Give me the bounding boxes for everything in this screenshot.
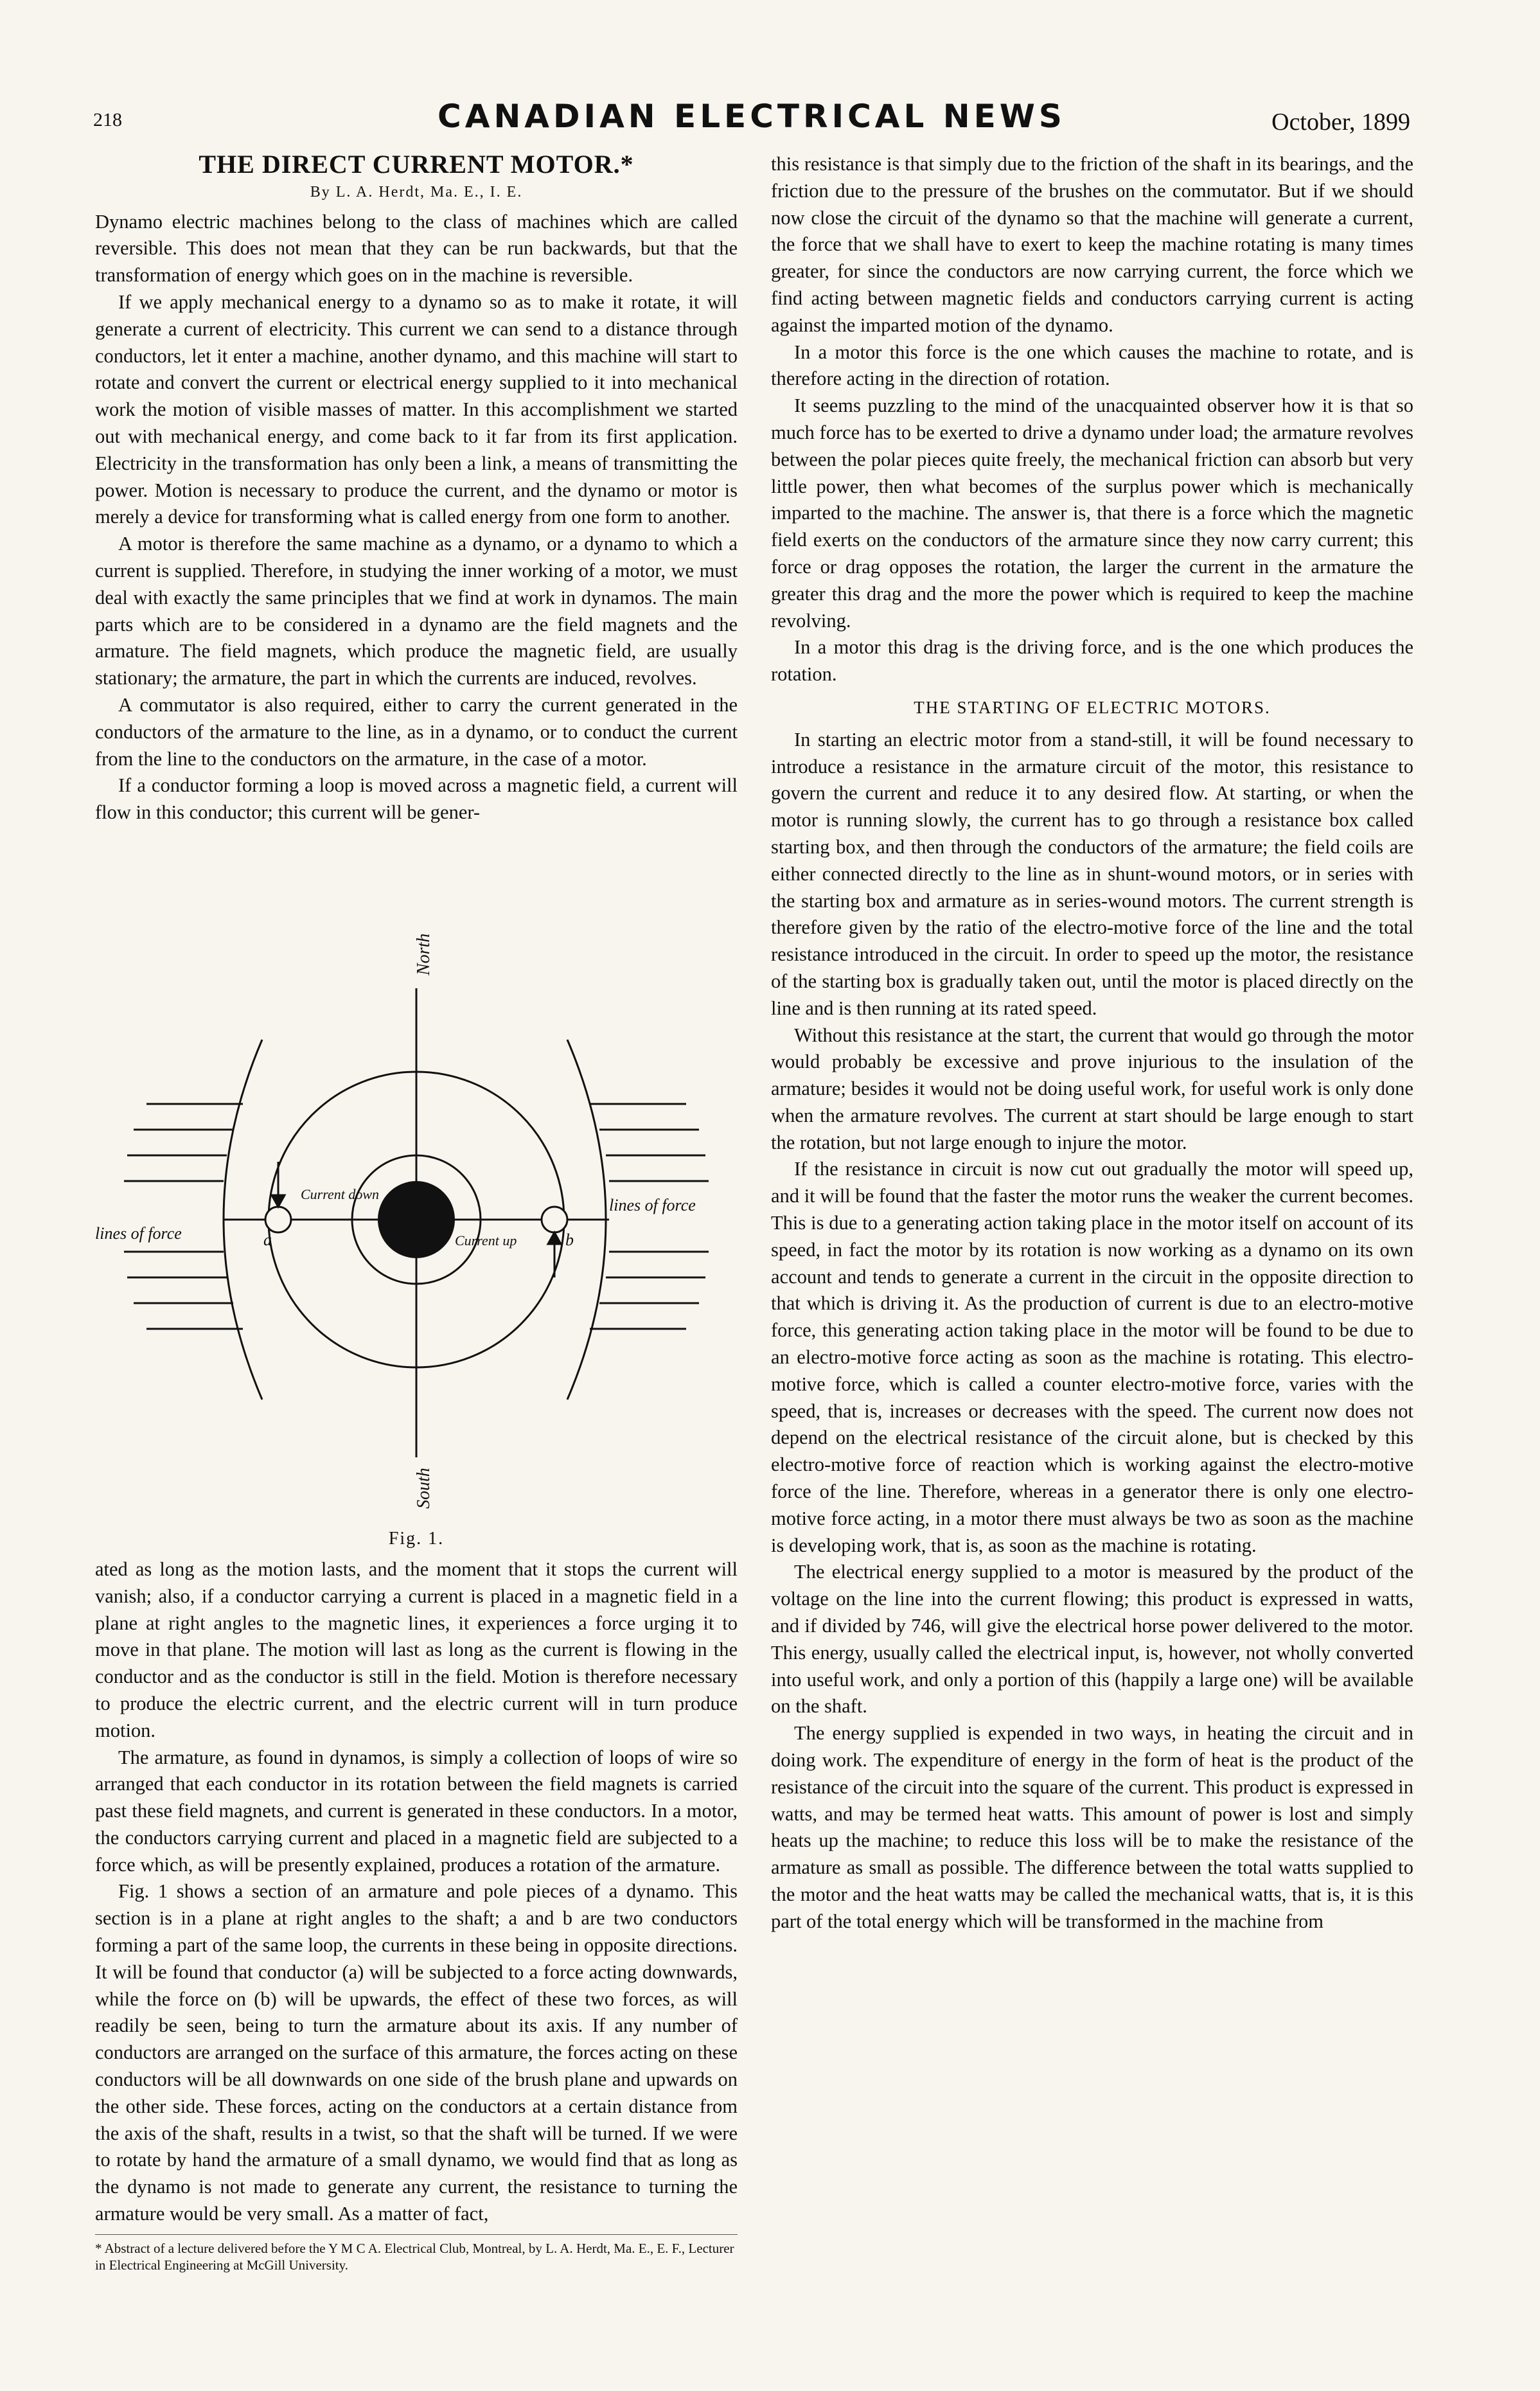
paragraph: In a motor this force is the one which causes the machine to rotate, and is therefore acting in the direction of rotation. [771,341,1413,390]
paragraph: Fig. 1 shows a section of an armature and pole pieces of a dynamo. This section is in a plane at right angles to the shaft; a and b are two conductors forming a part of the same loop, the currents in these being in opposite directions. It will be found that conductor (a) will be subjected to a force acting downwards, while the force on (b) will be upwards, the effect of these two forces, as will readily be seen, being to turn the armature about its axis. If any number of conductors are arranged on the surface of this armature, the forces acting on these conductors will be all downwards on one side of the brush plane and upwards on the other side. These forces, acting on the conductors at a certain distance from the axis of the shaft, results in a twist, so that the shaft will be turned. If we were to rotate by hand the armature of a small dynamo, we would find that as long as the dynamo is not made to generate any current, the resistance to turning the armature would be very small. As a matter of fact, [95,1880,738,2225]
paragraph: Dynamo electric machines belong to the class of machines which are called reversible. This does not mean that they can be run backwards, but that the transformation of energy which goes on in the machine is reversible. [95,210,738,287]
right-field-lines [590,1104,709,1329]
current-down-label: Current down [301,1186,380,1202]
shaft [378,1181,455,1258]
byline: By L. A. Herdt, Ma. E., I. E. [310,183,523,200]
paragraph: A commutator is also required, either to carry the current generated in the conductors of the armature to the line, as in a dynamo, or to conduct the current from the line to the conductors on the armature, in the case of a motor. [95,693,738,770]
left-field-lines [124,1104,243,1329]
article-title: THE DIRECT CURRENT MOTOR.* [199,150,634,179]
left-column [95,151,738,2273]
conductor-b-label: b [565,1230,574,1249]
masthead [93,96,1410,141]
right-column [771,151,1413,1935]
paragraph: this resistance is that simply due to the friction of the shaft in its bearings, and the friction due to the pressure of the brushes on the commutator. But if we should now close the circuit of the dynamo so that the machine will generate a current, the force that we shall have to exert to keep the machine rotating is many times greater, for since the conductors are now carrying current, the force which we find acting between magnetic fields and conductors carrying current is acting against the imparted motion of the dynamo. [771,153,1413,336]
lines-of-force-right-label: lines of force [609,1195,696,1214]
paragraph: The armature, as found in dynamos, is simply a collection of loops of wire so arranged that each conductor in its rotation between the field magnets is carried past these field magnets, and current is generated in these conductors. In a motor, the conductors carrying current and placed in a magnetic field are subjected to a force which, as will be presently explained, produces a rotation of the armature. [95,1746,738,1876]
paragraph: In starting an electric motor from a stand-still, it will be found necessary to introduce a resistance in the armature circuit of the motor, this resistance to govern the current and reduce it to any desired flow. At starting, or when the motor is running slowly, the current has to go through a resistance box called starting box, and then through the conductors of the armature; the field coils are either connected directly to the line as in shunt-wound motors, or in series with the starting box and armature as in series-wound motors. The current strength is therefore given by the ratio of the electro-motive force of the line and the total resistance introduced in the circuit. In order to speed up the motor, the resistance of the starting box is gradually taken out, until the motor is placed directly on the line and is then running at its rated speed. [771,728,1413,1019]
paragraph: A motor is therefore the same machine as a dynamo, or a dynamo to which a current is supplied. Therefore, in studying the inner working of a motor, we must deal with exactly the same principles that we find at work in dynamos. The main parts which are to be considered in a dynamo are the field magnets and the armature. The field magnets, which produce the magnetic field, are usually stationary; the armature, the part in which the currents are induced, revolves. [95,533,738,689]
section-heading: THE STARTING OF ELECTRIC MOTORS. [914,697,1271,717]
current-up-label: Current up [455,1232,517,1249]
lines-of-force-left-label: lines of force [95,1223,182,1243]
conductor-a [265,1207,291,1232]
paragraph: Without this resistance at the start, the current that would go through the motor would probably be excessive and prove injurious to the insulation of the armature; besides it would not be doing useful work, for useful work is only done when the armature revolves. The current at start should be large enough to start the rotation, but not large enough to injure the motor. [771,1024,1413,1153]
paragraph: If the resistance in circuit is now cut out gradually the motor will speed up, and it will be found that the faster the motor runs the weaker the current becomes. This is due to a generating action taking place in the motor itself on account of its speed, in fact the motor by its rotation is now working as a dynamo on its own account and tends to generate a current in the circuit in the opposite direction to that which is driving it. As the production of current is due to an electro-motive force, this generating action taking place in the motor will be found to be due to an electro-motive force acting as soon as the machine is rotating. This electro-motive force, which is called a counter electro-motive force, varies with the speed, that is, increases or decreases with the speed. The current now does not depend on the electrical resistance of the circuit alone, but is checked by this electro-motive force of reaction which is working against the electro-motive force of the line. Therefore, whereas in a generator there is only one electro-motive force acting, in a motor there must always be two as soon as the machine is developing work, that is, as soon as the machine is rotating. [771,1158,1413,1556]
footnote: * Abstract of a lecture delivered before the Y M C A. Electrical Club, Montreal, by L. A. Herdt, Ma. E., E. F., Lecturer in Electrical Engineering at McGill University. [95,2234,738,2273]
paragraph: If we apply mechanical energy to a dynamo so as to make it rotate, it will generate a current of electricity. This current we can send to a distance through conductors, let it enter a machine, another dynamo, and this machine will start to rotate and convert the current or electrical energy supplied to it into mechanical work the motion of visible masses of matter. In this accomplishment we started out with mechanical energy, and come back to it far from its first application. Electricity in the transformation has only been a link, a means of transmitting the power. Motion is necessary to produce the current, and the dynamo or motor is merely a device for transforming what is called energy from one form to another. [95,290,738,528]
paragraph: The energy supplied is expended in two ways, in heating the circuit and in doing work. The expenditure of energy in the form of heat is the product of the resistance of the circuit into the square of the current. This product is expressed in watts, and may be termed heat watts. This amount of power is lost and simply heats up the machine; to reduce this loss will be to make the resistance of the armature as small as possible. The difference between the total watts supplied to the motor and the heat watts may be called the mechanical watts, that is, it is this part of the total energy which will be transformed in the machine from [771,1722,1413,1932]
south-label: South [414,1468,434,1509]
paragraph: If a conductor forming a loop is moved across a magnetic field, a current will flow in this conductor; this current will be gener- [95,774,738,824]
figure-1 [95,828,738,1554]
figure-caption: Fig. 1. [388,1529,445,1549]
conductor-a-label: a [263,1230,272,1249]
page-number: 218 [93,109,122,130]
paragraph: The electrical energy supplied to a motor is measured by the product of the voltage on the line into the current flowing; this product is expressed in watts, and if divided by 746, will give the electrical horse power delivered to the motor. This energy, usually called the electrical input, is, however, not wholly converted into useful work, and only a portion of this (happily a large one) will be available on the shaft. [771,1561,1413,1718]
armature-diagram [95,828,738,1554]
conductor-b [542,1207,567,1232]
paragraph: ated as long as the motion lasts, and the moment that it stops the current will vanish; also, if a conductor carrying a current is placed in a magnetic field in a plane at right angles to the magnetic lines, it experiences a force urging it to move in that plane. The motion will last as long as the current is flowing in the conductor and as the conductor is still in the field. Motion is therefore necessary to produce the electric current, and the electric current will in turn produce motion. [95,1558,738,1741]
issue-date: October, 1899 [1271,109,1410,136]
paragraph: It seems puzzling to the mind of the unacquainted observer how it is that so much force has to be exerted to drive a dynamo under load; the armature revolves between the polar pieces quite freely, the mechanical friction can absorb but very little power, then what becomes of the surplus power which is mechanically imparted to the machine. The answer is, that there is a force which the magnetic field exerts on the conductors of the armature since they now carry current; this force or drag opposes the rotation, the larger the current in the armature the greater this drag and the more the power which is required to keep the machine revolving. [771,395,1413,632]
journal-title: CANADIAN ELECTRICAL NEWS [438,98,1066,135]
north-label: North [414,933,434,975]
paragraph: In a motor this drag is the driving force, and is the one which produces the rotation. [771,636,1413,686]
